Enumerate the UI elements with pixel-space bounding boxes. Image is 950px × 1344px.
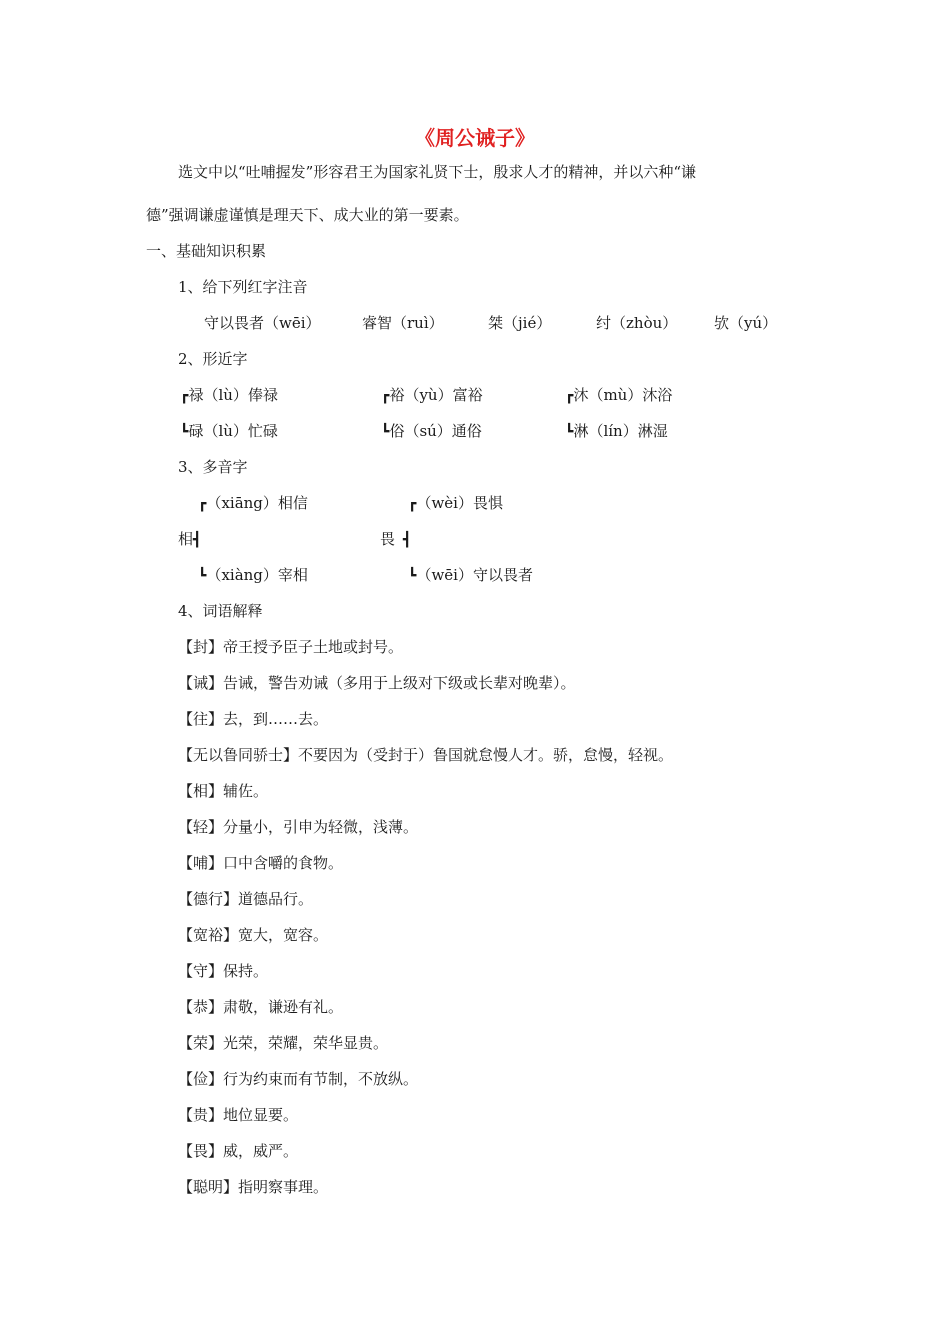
bracket-bottom-icon: ┗ <box>408 568 417 584</box>
glossary-entry <box>178 1069 418 1089</box>
polyphone-top: ┏（xiāng）相信 <box>198 494 308 512</box>
document-title: 《周公诫子》 <box>415 126 535 150</box>
glossary-definition: 分量小，引申为轻微，浅薄。 <box>223 818 419 836</box>
glossary-term: 【诫】 <box>178 674 224 692</box>
bracket-bottom-icon: ┗ <box>198 568 207 584</box>
glossary-entry <box>178 673 576 693</box>
similar-char-top: ┏沐（mù）沐浴 <box>565 386 673 404</box>
glossary-entry <box>178 889 313 909</box>
q3-heading: 3、多音字 <box>178 458 248 476</box>
similar-char-bottom: ┗淋（lín）淋湿 <box>565 422 668 440</box>
glossary-definition: 道德品行。 <box>238 890 314 908</box>
glossary-term: 【封】 <box>178 638 224 656</box>
polyphone-bottom: ┗（xiàng）宰相 <box>198 566 308 584</box>
pinyin-item: 守以畏者（wēi） <box>204 314 321 332</box>
bracket-bottom-icon: ┗ <box>381 424 390 440</box>
glossary-entry <box>178 997 343 1017</box>
similar-char-bottom: ┗碌（lù）忙碌 <box>180 422 278 440</box>
bracket-top-icon: ┏ <box>408 496 417 512</box>
glossary-entry <box>178 1141 298 1161</box>
section-heading: 一、基础知识积累 <box>146 242 267 260</box>
glossary-entry <box>178 817 418 837</box>
glossary-term: 【哺】 <box>178 854 224 872</box>
glossary-entry <box>178 745 673 765</box>
q4-heading: 4、词语解释 <box>178 602 263 620</box>
similar-char-top: ┏禄（lù）俸禄 <box>180 386 278 404</box>
glossary-term: 【俭】 <box>178 1070 224 1088</box>
glossary-term: 【聪明】 <box>178 1178 239 1196</box>
similar-char-bottom: ┗俗（sú）通俗 <box>381 422 482 440</box>
glossary-definition: 去，到……去。 <box>223 710 329 728</box>
glossary-term: 【往】 <box>178 710 224 728</box>
glossary-term: 【德行】 <box>178 890 239 908</box>
glossary-entry <box>178 853 343 873</box>
glossary-definition: 宽大，宽容。 <box>238 926 329 944</box>
glossary-definition: 帝王授予臣子土地或封号。 <box>223 638 404 656</box>
glossary-entry <box>178 1033 388 1053</box>
glossary-definition: 指明察事理。 <box>238 1178 329 1196</box>
glossary-definition: 告诫，警告劝诫（多用于上级对下级或长辈对晚辈）。 <box>223 674 576 692</box>
glossary-entry <box>178 1105 298 1125</box>
glossary-definition: 威，威严。 <box>223 1142 299 1160</box>
bracket-top-icon: ┏ <box>565 388 574 404</box>
bracket-bottom-icon: ┗ <box>180 424 189 440</box>
similar-char-top: ┏裕（yù）富裕 <box>381 386 483 404</box>
polyphone-char: 相┫ <box>178 530 202 548</box>
glossary-entry <box>178 1177 328 1197</box>
bracket-bottom-icon: ┗ <box>565 424 574 440</box>
bracket-middle-icon: ┫ <box>193 532 202 548</box>
polyphone-bottom: ┗（wēi）守以畏者 <box>408 566 533 584</box>
polyphone-char: 畏 ┫ <box>380 530 412 548</box>
glossary-definition: 辅佐。 <box>223 782 269 800</box>
pinyin-item: 睿智（ruì） <box>362 314 444 332</box>
bracket-top-icon: ┏ <box>198 496 207 512</box>
pinyin-item: 纣（zhòu） <box>596 314 678 332</box>
glossary-term: 【宽裕】 <box>178 926 239 944</box>
glossary-entry <box>178 709 328 729</box>
q1-heading: 1、给下列红字注音 <box>178 278 308 296</box>
glossary-term: 【恭】 <box>178 998 224 1016</box>
glossary-term: 【畏】 <box>178 1142 224 1160</box>
glossary-definition: 肃敬，谦逊有礼。 <box>223 998 344 1016</box>
glossary-definition: 光荣，荣耀，荣华显贵。 <box>223 1034 389 1052</box>
glossary-definition: 行为约束而有节制，不放纵。 <box>223 1070 419 1088</box>
bracket-top-icon: ┏ <box>381 388 390 404</box>
pinyin-item: 欤（yú） <box>714 314 778 332</box>
glossary-term: 【荣】 <box>178 1034 224 1052</box>
glossary-definition: 口中含嚼的食物。 <box>223 854 344 872</box>
pinyin-item: 桀（jié） <box>488 314 552 332</box>
glossary-entry <box>178 961 268 981</box>
bracket-top-icon: ┏ <box>180 388 189 404</box>
q2-heading: 2、形近字 <box>178 350 248 368</box>
glossary-entry <box>178 637 403 657</box>
intro-line-2: 德”强调谦虚谨慎是理天下、成大业的第一要素。 <box>146 206 469 224</box>
glossary-definition: 地位显要。 <box>223 1106 299 1124</box>
glossary-term: 【相】 <box>178 782 224 800</box>
bracket-middle-icon: ┫ <box>403 532 412 548</box>
glossary-entry <box>178 925 328 945</box>
glossary-term: 【轻】 <box>178 818 224 836</box>
glossary-entry <box>178 781 268 801</box>
intro-line-1: 选文中以“吐哺握发”形容君王为国家礼贤下士，殷求人才的精神，并以六种“谦 <box>178 163 697 181</box>
glossary-term: 【守】 <box>178 962 224 980</box>
glossary-definition: 保持。 <box>223 962 269 980</box>
glossary-term: 【贵】 <box>178 1106 224 1124</box>
glossary-definition: 不要因为（受封于）鲁国就怠慢人才。骄，怠慢，轻视。 <box>298 746 674 764</box>
polyphone-top: ┏（wèi）畏惧 <box>408 494 503 512</box>
glossary-term: 【无以鲁同骄士】 <box>178 746 299 764</box>
